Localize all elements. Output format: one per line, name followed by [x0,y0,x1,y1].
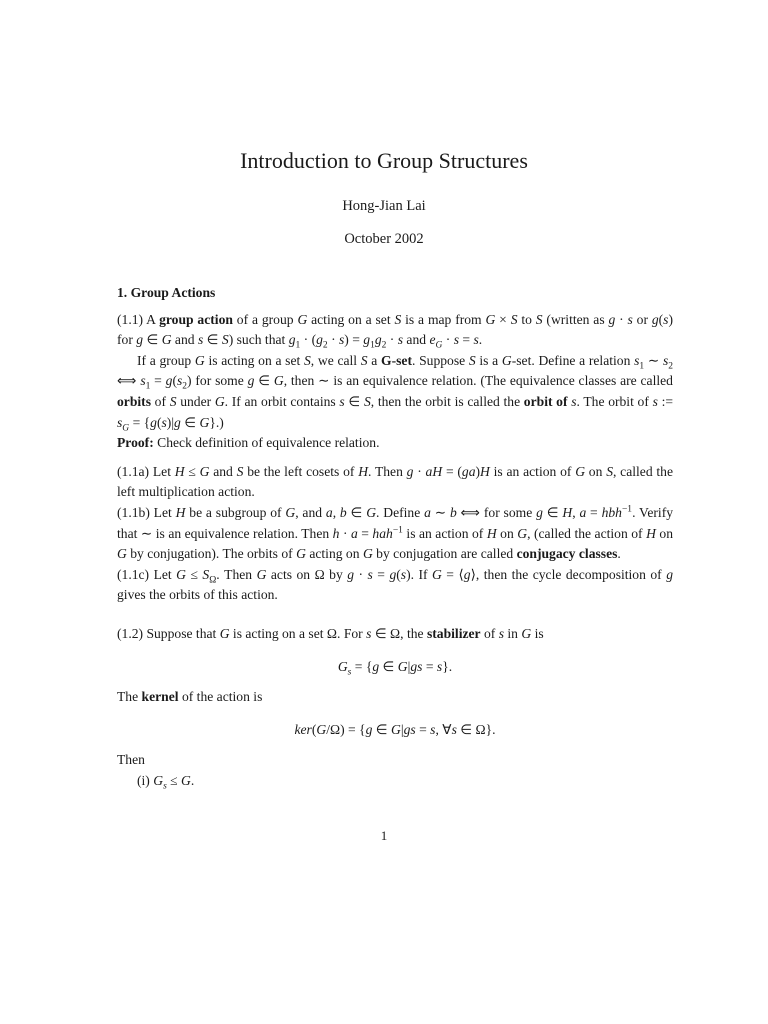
label-1-1c: (1.1c) [117,566,150,582]
section-heading: 1. Group Actions [117,285,216,300]
paragraph-proof [117,433,673,454]
term-conjugacy-classes: conjugacy classes [516,546,618,562]
label-1-1: (1.1) [117,311,144,327]
paper-title: Introduction to Group Structures [240,148,528,173]
paragraph-1-1a: (1.1a) Let H ≤ G and S be the left cosets of H. Then g · aH = (ga)H is an action of G on S, called the left multiplication action. [117,463,673,500]
paragraph-1-2: (1.2) Suppose that G is acting on a set Ω. For s ∈ Ω, the stabilizer of s in G is [117,625,544,641]
term-group-action: group action [159,311,233,327]
term-stabilizer: stabilizer [426,625,481,641]
label-1-2: (1.2) [117,625,144,641]
label-1-1a: (1.1a) [117,463,150,479]
paper-date: October 2002 [344,231,424,247]
paragraph-g-set: If a group G is acting on a set S, we call S a G-set. Suppose S is a G-set. Define a relation $s_1$ ∼ $s_2$ ⟺ $s_1 = g(s_2)$ for some g ∈ G, then ∼ is an equivalence relation. (The equivalence classes are called orbits of S under G. If an orbit contains s ∈ S, then the orbit is called the orbit of s. The orbit of s := $s_G = \{g(s)|g$ ∈ G}.) [117,352,674,434]
equation-stabilizer: $G_s = \{g$ ∈ G|gs = s}. [337,658,453,678]
paragraph-1-1b: (1.1b) Let H be a subgroup of G, and a, b ∈ G. Define a ∼ b ⟺ for some g ∈ H, a = hbh$^{-1}$. Verify that ∼ is an equivalence relation. Then h · a = hah$^{-1}$ is an action of H on G, (called the action of H on G by conjugation). The orbits of G acting on G by conjugation are called conjugacy classes. [117,504,674,562]
term-orbits: orbits [117,393,151,409]
label-item-i: (i) [137,772,150,788]
body-text [117,283,673,791]
page-number: 1 [380,828,388,843]
label-1-1b: (1.1b) [117,504,150,520]
paper-author: Hong-Jian Lai [342,198,426,214]
paragraph-kernel: The kernel of the action is [117,689,263,705]
term-kernel: kernel [141,689,179,705]
list-item-i: (i) $G_s \le G$. [137,772,195,792]
paragraph-1-1: (1.1) A group action of a group G acting on a set S is a map from G × S to S (written as g · s or g(s) for g ∈ G and s ∈ S) such that $g_1 \cdot (g_2 \cdot s) = g_1g_2 \cdot s$ and $e_G \cdot s = s$. [117,311,673,351]
proof-label: Proof: [117,435,154,451]
paragraph-1-1c: (1.1c) Let $G \le S_\Omega$. Then G acts on Ω by g · s = g(s). If G = ⟨g⟩, then the cycle decomposition of g gives the orbits of this action. [117,566,673,603]
paragraph-then: Then [117,752,145,768]
term-orbit-of: orbit of [523,393,568,409]
term-g-set: G-set [381,352,412,368]
equation-kernel: ker(G/Ω) = {g ∈ G|gs = s, ∀s ∈ Ω}. [294,721,496,737]
proof-text: Check definition of equivalence relation. [157,435,380,451]
